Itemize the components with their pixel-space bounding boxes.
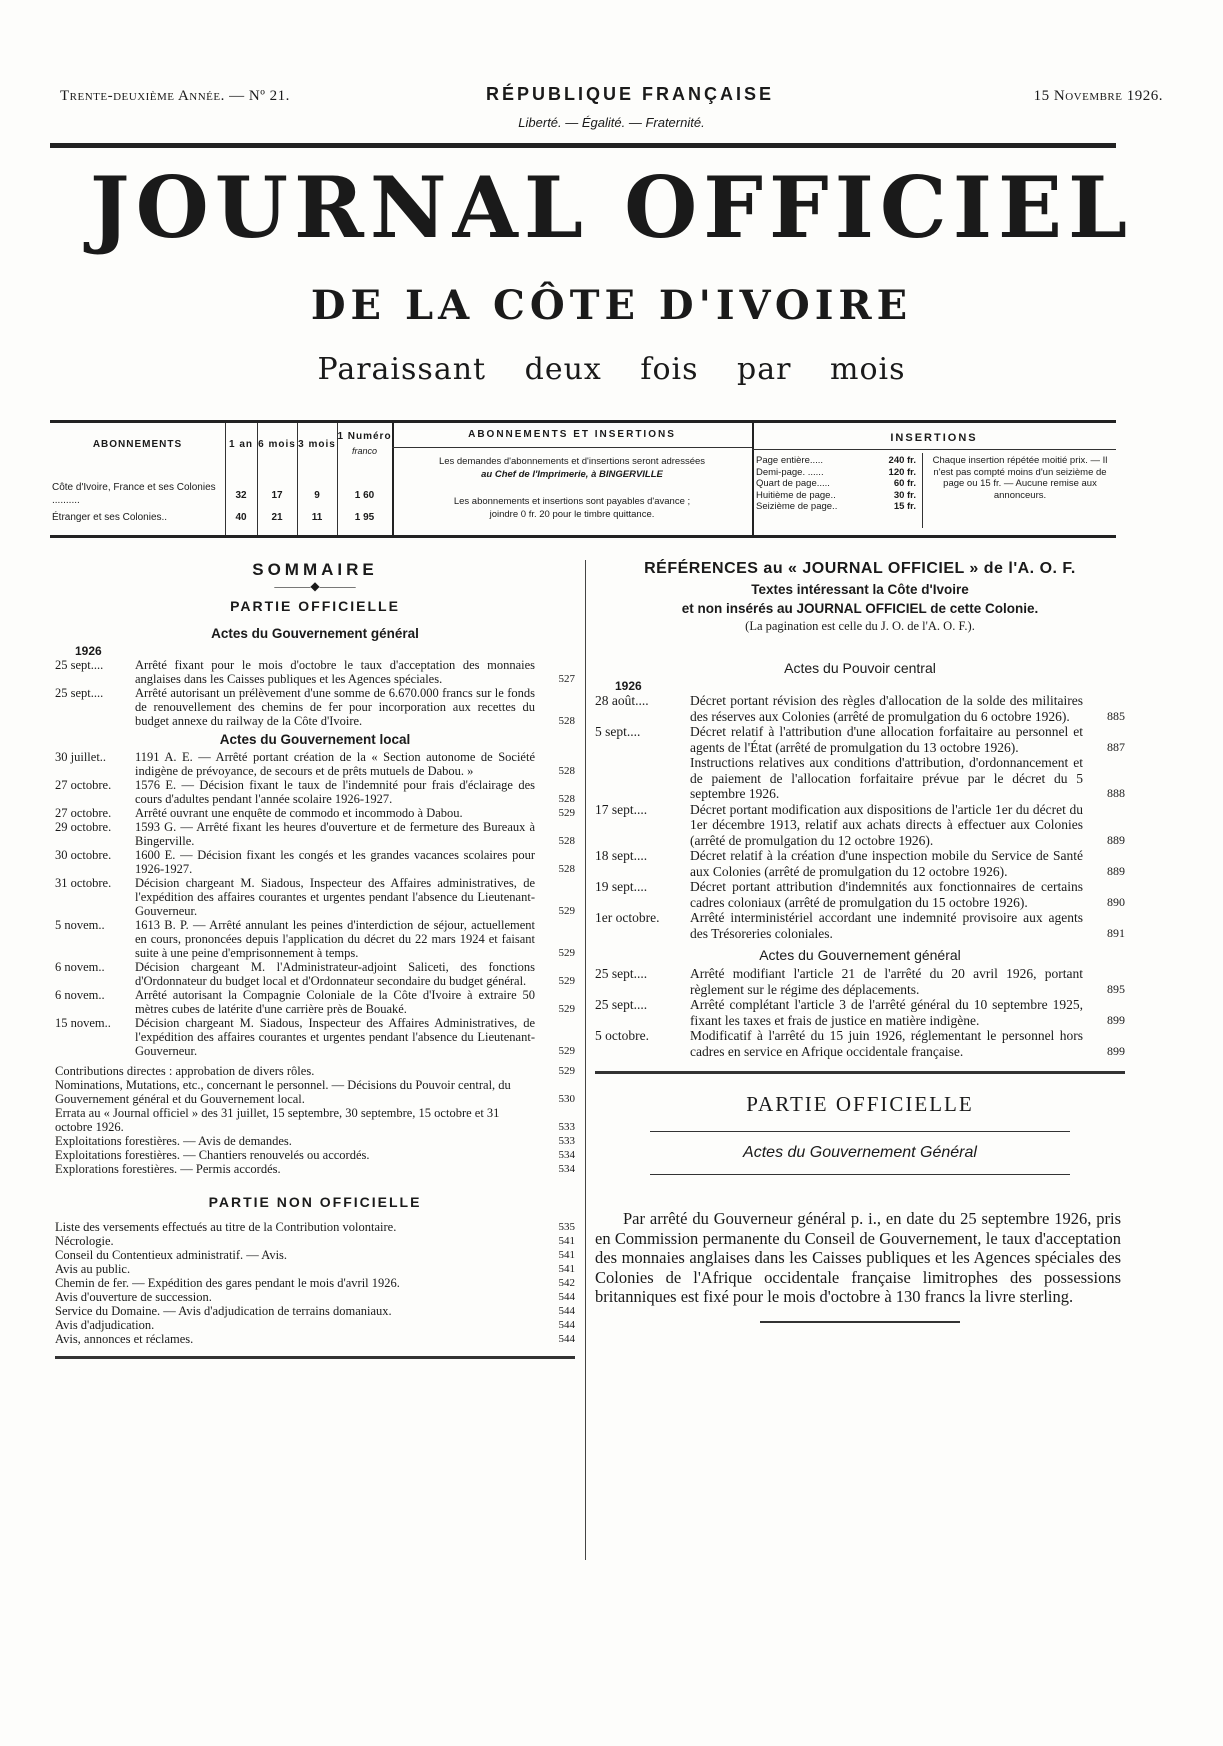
middle-header: ABONNEMENTS ET INSERTIONS [468, 429, 676, 440]
list-item: 29 octobre. 1593 G. — Arrêté fixant les heures d'ouverture et de fermeture des Bureaux à Bingerville. 528 [55, 820, 575, 848]
list-item: Avis, annonces et réclames. 544 [55, 1332, 575, 1346]
issue-date: 15 Novembre 1926. [1033, 88, 1163, 104]
masthead-top [60, 84, 1163, 110]
references-sub3: (La pagination est celle du J. O. de l'A. O. F.). [745, 619, 975, 633]
list-item: 6 novem.. Décision chargeant M. l'Administrateur-adjoint Saliceti, des fonctions d'Ordonnateur du budget local et d'Ordonnateur secondaire du budget général. 529 [55, 960, 575, 988]
partie-non-officielle-label: PARTIE NON OFFICIELLE [208, 1194, 422, 1210]
list-item: Service du Domaine. — Avis d'adjudication de terrains domaniaux. 544 [55, 1304, 575, 1318]
list-item: 5 octobre. Modificatif à l'arrêté du 15 juin 1926, réglementant le personnel hors cadres en service en Afrique occidentale française. 899 [595, 1028, 1125, 1059]
rate-price: 60 fr. [893, 478, 916, 489]
rate-price: 240 fr. [888, 455, 916, 466]
price-foreign-3mois: 11 [311, 512, 323, 523]
sommaire-end-rule [55, 1356, 575, 1359]
rule [650, 1174, 1070, 1175]
middle-text-4: joindre 0 fr. 20 pour le timbre quittance. [489, 509, 655, 520]
subscription-labels [50, 423, 226, 535]
middle-text-1: Les demandes d'abonnements et d'insertions seront adressées [438, 456, 706, 467]
list-item: Conseil du Contentieux administratif. — Avis. 541 [55, 1248, 575, 1262]
rate-price: 120 fr. [888, 466, 916, 478]
list-item: 28 août.... Décret portant révision des règles d'allocation de la solde des militaires des réserves aux Colonies (arrêté de promulgation du 6 octobre 1926). 885 [595, 693, 1125, 724]
pc-heading: Actes du Pouvoir central [784, 660, 936, 676]
gg-heading: Actes du Gouvernement général [211, 626, 419, 641]
list-item: Instructions relatives aux conditions d'attribution, d'ordonnancement et de paiement de l'allocation forfaitaire prévue par le décret du 5 septembre 1926. 888 [690, 755, 1125, 801]
list-item: Liste des versements effectués au titre de la Contribution volontaire. 535 [55, 1220, 575, 1234]
motto: Liberté. — Égalité. — Fraternité. [518, 115, 705, 130]
list-item: 25 sept.... Arrêté autorisant un prélèvement d'une somme de 6.670.000 francs sur le fonds de renouvellement des chemins de fer pour incorporation aux recettes du budget annexe du railway de la Côte d'Ivoire. 528 [55, 686, 575, 728]
sommaire-column [55, 560, 575, 1359]
references-sub1: Textes intéressant la Côte d'Ivoire [751, 582, 969, 597]
list-item: Contributions directes : approbation de divers rôles. 529 [55, 1064, 575, 1078]
list-item: 31 octobre. Décision chargeant M. Siadous, Inspecteur des Affaires administratives, de l'expédition des affaires courantes et urgentes pendant l'absence du Lieutenant-Gouverneur. 529 [55, 876, 575, 918]
price-foreign-1an: 40 [235, 512, 247, 523]
col-3mois: 3 mois [298, 439, 336, 450]
rate-label: Seizième de page.. [756, 501, 838, 512]
price-foreign-numero: 1 95 [354, 512, 375, 523]
references-column [595, 560, 1125, 1323]
ornament-divider: ———◆——— [274, 579, 356, 593]
masthead-rule [50, 143, 1116, 148]
references-title: RÉFÉRENCES au « JOURNAL OFFICIEL » de l'A. O. F. [644, 560, 1076, 577]
journal-subtitle: DE LA CÔTE D'IVOIRE [310, 282, 913, 329]
rule [650, 1131, 1070, 1132]
col-1an: 1 an [228, 439, 253, 450]
subscription-box [50, 420, 1116, 538]
rate-price: 15 fr. [893, 501, 916, 512]
list-item: Nominations, Mutations, etc., concernant le personnel. — Décisions du Pouvoir central, du Gouvernement général et du Gouvernement local. 530 [55, 1078, 575, 1106]
rate-list [756, 455, 916, 513]
list-item: Avis d'ouverture de succession. 544 [55, 1290, 575, 1304]
middle-text-3: Les abonnements et insertions sont payables d'avance ; [453, 496, 691, 507]
row-label-foreign: Étranger et ses Colonies.. [52, 512, 168, 523]
price-foreign-6mois: 21 [271, 512, 283, 523]
gg-act-subtitle: Actes du Gouvernement Général [743, 1144, 977, 1161]
partie-officielle-title: PARTIE OFFICIELLE [746, 1092, 974, 1116]
list-item: 30 octobre. 1600 E. — Décision fixant les congés et les grandes vacances scolaires pour 1926-1927. 528 [55, 848, 575, 876]
list-item: 17 sept.... Décret portant modification aux dispositions de l'article 1er du décret du 1er décembre 1913, relatif aux achats directs à effectuer aux Colonies (arrêté de promulgation du 12 octobre 1926). 889 [595, 801, 1125, 848]
insertion-note: Chaque insertion répétée moitié prix. — Il n'est pas compté moins d'un seizième de page ou 15 fr. — Aucune remise aux annonceurs. [932, 455, 1108, 501]
price-domestic-3mois: 9 [314, 490, 320, 501]
list-item: Explorations forestières. — Permis accordés. 534 [55, 1162, 575, 1176]
sommaire-title: SOMMAIRE [252, 560, 378, 579]
list-item: 25 sept.... Arrêté fixant pour le mois d'octobre le taux d'acceptation des monnaies anglaises dans les Caisses publiques et les Agences spéciales. 527 [55, 658, 575, 686]
list-item: 19 sept.... Décret portant attribution d'indemnités aux fonctionnaires de certains cadres coloniaux (arrêté de promulgation du 15 octobre 1926). 890 [595, 879, 1125, 910]
list-item: Errata au « Journal officiel » des 31 juillet, 15 septembre, 30 septembre, 15 octobre et 31 octobre 1926. 533 [55, 1106, 575, 1134]
list-item: 5 sept.... Décret relatif à l'attribution d'une allocation forfaitaire au personnel et agents de l'État (arrêté de promulgation du 13 octobre 1926). 887 [595, 724, 1125, 755]
ref-gg-heading: Actes du Gouvernement général [759, 947, 961, 963]
list-item: 27 octobre. Arrêté ouvrant une enquête de commodo et incommodo à Dabou. 529 [55, 806, 575, 820]
partie-officielle-label: PARTIE OFFICIELLE [230, 598, 400, 614]
list-item: 25 sept.... Arrêté modifiant l'article 21 de l'arrêté du 20 avril 1926, portant règlement sur le régime des déplacements. 895 [595, 966, 1125, 997]
list-item: 18 sept.... Décret relatif à la création d'une inspection mobile du Service de Santé aux Colonies (arrêté de promulgation du 12 octobre 1926). 889 [595, 848, 1125, 879]
list-item: Avis d'adjudication. 544 [55, 1318, 575, 1332]
col-6mois: 6 mois [258, 439, 296, 450]
rate-label: Page entière..... [756, 455, 824, 466]
list-item: 1er octobre. Arrêté interministériel accordant une indemnité provisoire aux agents des Trésoreries coloniales. 891 [595, 910, 1125, 941]
list-item: 5 novem.. 1613 B. P. — Arrêté annulant les peines d'interdiction de séjour, actuellement en cours, prononcées depuis l'application du décret du 22 mars 1924 et faisant suite à une peine d'emprisonnement à temps. 529 [55, 918, 575, 960]
insertions-header: INSERTIONS [890, 432, 978, 444]
official-act-body: Par arrêté du Gouverneur général p. i., en date du 25 septembre 1926, pris en Commission permanente du Conseil de Gouvernement, le taux d'acceptation des monnaies anglaises dans les Caisses publiques et les Agences spéciales des Colonies de l'Afrique occidentale française limitrophes des possessions britanniques est fixé pour le mois d'octobre à 130 francs la livre sterling. [595, 1209, 1121, 1306]
republic-label: RÉPUBLIQUE FRANÇAISE [485, 84, 774, 104]
rate-price: 30 fr. [893, 489, 916, 501]
list-item: Exploitations forestières. — Avis de demandes. 533 [55, 1134, 575, 1148]
list-item: 6 novem.. Arrêté autorisant la Compagnie Coloniale de la Côte d'Ivoire à extraire 50 mètres cubes de latérite d'une carrière près de Bouaké. 529 [55, 988, 575, 1016]
list-item: 15 novem.. Décision chargeant M. Siadous, Inspecteur des Affaires Administratives, de l'expédition des affaires courantes et urgentes pendant l'absence du Lieutenant-Gouverneur. 529 [55, 1016, 575, 1058]
references-sub2: et non insérés au JOURNAL OFFICIEL de cette Colonie. [681, 601, 1039, 616]
list-item: Nécrologie. 541 [55, 1234, 575, 1248]
rate-label: Huitième de page.. [756, 489, 836, 501]
list-item: Chemin de fer. — Expédition des gares pendant le mois d'avril 1926. 542 [55, 1276, 575, 1290]
year-label: 1926 [75, 644, 102, 658]
list-item: 25 sept.... Arrêté complétant l'article 3 de l'arrêté général du 10 septembre 1925, fixant les taxes et frais de justice en matière indigène. 899 [595, 997, 1125, 1028]
gl-heading: Actes du Gouvernement local [219, 732, 411, 747]
rate-label: Demi-page. ...... [756, 466, 824, 478]
rate-label: Quart de page..... [756, 478, 830, 489]
subscriptions-header: ABONNEMENTS [92, 439, 183, 450]
price-domestic-1an: 32 [235, 490, 247, 501]
list-item: 27 octobre. 1576 E. — Décision fixant le taux de l'indemnité pour frais d'éclairage des cours d'adultes pendant l'année scolaire 1926-1927. 528 [55, 778, 575, 806]
column-divider [585, 560, 586, 1560]
end-ornament [760, 1321, 960, 1323]
list-item: 30 juillet.. 1191 A. E. — Arrêté portant création de la « Section autonome de Société indigène de prévoyance, de secours et de prêts mutuels de Dabou. » 528 [55, 750, 575, 778]
publication-frequency: Paraissant deux fois par mois [317, 352, 906, 387]
ref-year-label: 1926 [615, 679, 642, 693]
list-item: Avis au public. 541 [55, 1262, 575, 1276]
col-numero: 1 Numéro [337, 431, 392, 442]
issue-number: Trente-deuxième Année. — Nº 21. [60, 88, 290, 104]
journal-title: JOURNAL OFFICIEL [89, 158, 1134, 257]
list-item: Exploitations forestières. — Chantiers renouvelés ou accordés. 534 [55, 1148, 575, 1162]
col-franco: franco [351, 446, 377, 456]
references-end-rule [595, 1071, 1125, 1074]
row-label-domestic: Côte d'Ivoire, France et ses Colonies .......... [52, 482, 216, 506]
middle-text-2: au Chef de l'Imprimerie, à BINGERVILLE [481, 469, 663, 480]
price-domestic-numero: 1 60 [354, 490, 375, 501]
price-domestic-6mois: 17 [271, 490, 283, 501]
